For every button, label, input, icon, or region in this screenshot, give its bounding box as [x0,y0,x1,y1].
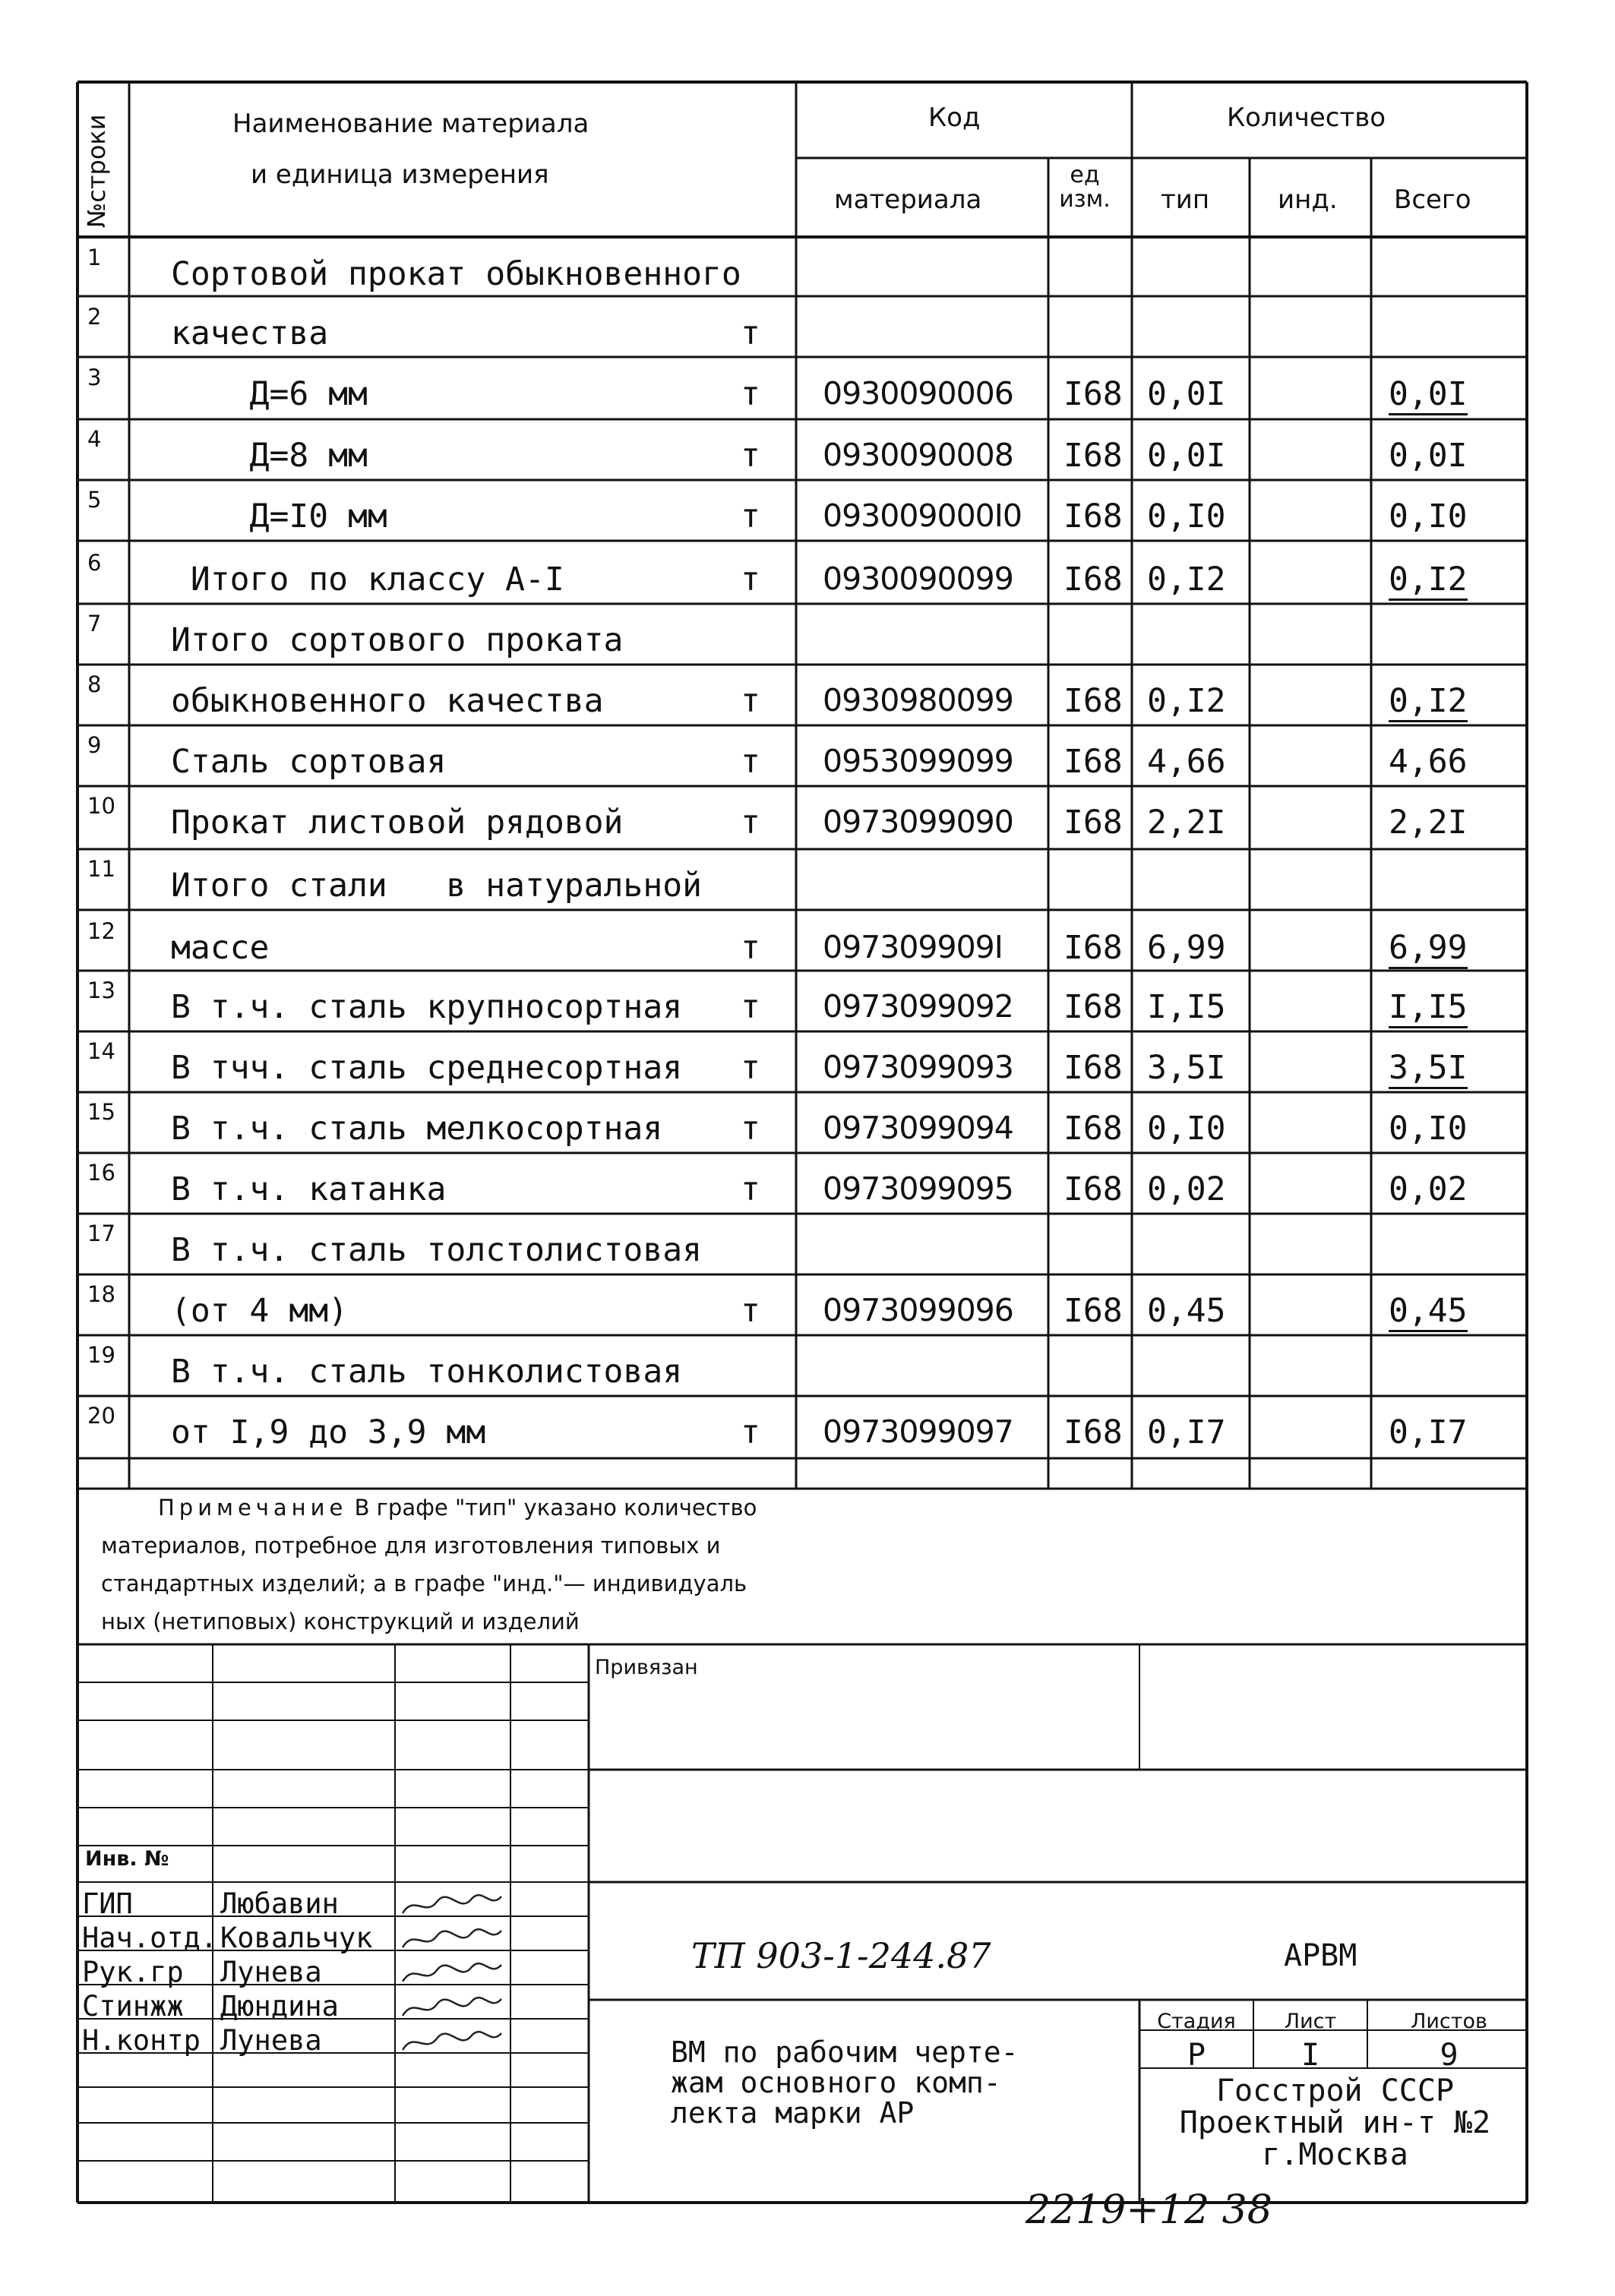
signature-scribble [399,1993,505,2023]
row-number: 10 [87,793,115,819]
row-material-name: (от 4 мм) [171,1292,348,1330]
note-line1 [158,1495,757,1521]
row-unit: т [741,1413,760,1451]
privyazan-label: Привязан [595,1656,698,1679]
row-qty-type: 0,I0 [1147,1110,1226,1148]
row-number: 17 [87,1221,115,1246]
row-number: 12 [87,918,115,944]
description-line1: ВМ по рабочим черте- [671,2035,1019,2069]
mark-code: АРВМ [1284,1938,1357,1973]
row-unit-code: I68 [1063,1110,1123,1148]
note-text-1: В графе "тип" указано количество [354,1495,757,1521]
note-lead: Примечание [158,1495,348,1521]
row-unit: т [741,682,760,720]
row-material-name: Д=8 мм [171,437,368,475]
row-number: 11 [87,856,115,882]
sheet-value: I [1301,2038,1320,2073]
row-material-code: 0973099093 [823,1049,1013,1085]
row-material-code: 097309909I [823,929,1003,965]
row-unit-code: I68 [1063,1413,1123,1451]
row-number: 16 [87,1160,115,1186]
row-material-name: Д=I0 мм [171,497,387,535]
signer-role: ГИП [82,1887,133,1920]
row-number: 4 [87,426,102,452]
row-unit: т [741,314,760,352]
row-qty-type: 0,0I [1147,375,1226,413]
row-material-code: 0973099097 [823,1413,1013,1450]
row-material-code: 093009000I0 [823,497,1022,534]
row-unit-code: I68 [1063,375,1123,413]
row-material-code: 0953099099 [823,743,1013,779]
row-material-code: 0930090006 [823,375,1013,412]
row-qty-type: 6,99 [1147,929,1226,967]
row-material-name: Д=6 мм [171,375,368,413]
description-line3: лекта марки АР [671,2096,915,2130]
row-unit-code: I68 [1063,682,1123,720]
row-qty-total: 0,0I [1389,437,1468,475]
signature-scribble [399,1890,505,1921]
row-number: 19 [87,1342,115,1368]
note-line2: материалов, потребное для изготовления типовых и [101,1533,721,1559]
row-material-code: 0973099096 [823,1292,1013,1328]
row-unit: т [741,1170,760,1208]
stage-value: Р [1187,2038,1206,2073]
signer-name: Лунева [220,1956,322,1988]
row-number: 6 [87,550,102,576]
row-unit-code: I68 [1063,988,1123,1026]
row-number: 15 [87,1099,115,1125]
row-qty-type: I,I5 [1147,988,1226,1026]
row-material-code: 0973099092 [823,988,1013,1025]
row-number: 20 [87,1403,115,1429]
org-line2: Проектный ин-т №2 [1179,2105,1491,2140]
doc-code-text: ТП 903-1-244.87 [691,1935,991,1976]
doc-code [691,1935,991,1976]
row-number-header: №строки [82,114,111,228]
row-material-name: В т.ч. сталь толстолистовая [171,1231,702,1269]
row-unit: т [741,497,760,535]
row-material-name: Итого стали в натуральной [171,867,702,905]
row-qty-type: 0,I2 [1147,561,1226,598]
row-material-name: Сортовой прокат обыкновенного [171,255,741,293]
row-unit: т [741,1049,760,1087]
row-material-name: обыкновенного качества [171,682,604,720]
row-material-code: 0930980099 [823,682,1013,718]
signature-scribble [399,1925,505,1955]
row-unit-code: I68 [1063,804,1123,842]
row-material-code: 0973099094 [823,1110,1013,1146]
row-material-name: В т.ч. катанка [171,1170,447,1208]
row-material-name: качества [171,314,329,352]
row-material-name: от I,9 до 3,9 мм [171,1413,486,1451]
ind-header: инд. [1278,185,1338,215]
row-unit: т [741,1292,760,1330]
row-material-code: 0973099090 [823,804,1013,840]
row-number: 8 [87,671,102,697]
signer-name: Ковальчук [220,1922,373,1954]
inv-label: Инв. № [85,1847,169,1871]
signer-role: Н.контр [82,2024,201,2057]
total-header: Всего [1394,185,1471,215]
row-number: 1 [87,245,102,270]
row-unit-code: I68 [1063,1049,1123,1087]
name-header-line1: Наименование материала [232,109,589,139]
name-header-line2: и единица измерения [251,159,549,190]
sheets-label: Листов [1411,2010,1487,2033]
row-qty-total: 0,I0 [1389,1110,1468,1148]
row-material-name: Прокат листовой рядовой [171,804,624,842]
row-qty-total: 0,I0 [1389,497,1468,535]
org-line1: Госстрой СССР [1215,2073,1455,2108]
row-material-name: В т.ч. сталь тонколистовая [171,1353,683,1391]
type-header: тип [1161,185,1210,215]
note-line4: ных (нетиповых) конструкций и изделий [101,1609,580,1634]
quantity-header: Количество [1227,103,1386,133]
row-number: 7 [87,611,102,636]
row-unit: т [741,804,760,842]
signer-role: Рук.гр [82,1956,184,1988]
material-header: материала [834,185,982,215]
org-line3: г.Москва [1262,2137,1408,2172]
row-unit-code: I68 [1063,497,1123,535]
row-qty-type: 4,66 [1147,743,1226,781]
row-number: 13 [87,977,115,1003]
row-unit-code: I68 [1063,1292,1123,1330]
unit-header-line1: ед [1070,162,1100,188]
row-number: 3 [87,365,102,390]
row-material-code: 0973099095 [823,1170,1013,1207]
unit-header-line2: изм. [1059,186,1111,213]
row-material-name: Сталь сортовая [171,743,447,781]
sheet-label: Лист [1284,2010,1337,2033]
row-qty-total: 0,02 [1389,1170,1468,1208]
signature-scribble [399,2027,505,2058]
row-unit: т [741,743,760,781]
sheets-value: 9 [1440,2038,1459,2073]
signer-name: Любавин [220,1887,339,1920]
row-qty-type: 0,I7 [1147,1413,1226,1451]
row-qty-type: 3,5I [1147,1049,1226,1087]
row-unit-code: I68 [1063,561,1123,598]
stage-label: Стадия [1157,2010,1236,2033]
signer-name: Дюндина [220,1990,339,2023]
row-qty-total: 4,66 [1389,743,1468,781]
row-qty-type: 0,45 [1147,1292,1226,1330]
unit-header [1047,163,1123,212]
row-unit: т [741,437,760,475]
row-qty-type: 0,02 [1147,1170,1226,1208]
row-material-code: 0930090099 [823,561,1013,597]
row-qty-total: I,I5 [1389,988,1468,1028]
row-unit: т [741,375,760,413]
row-qty-type: 0,I0 [1147,497,1226,535]
row-material-name: Итого по классу А-I [171,561,564,598]
row-material-name: Итого сортового проката [171,621,624,659]
row-material-code: 0930090008 [823,437,1013,473]
signer-role: Стинжж [82,1990,184,2023]
row-qty-total: 0,0I [1389,375,1468,415]
row-number: 14 [87,1038,115,1064]
row-qty-type: 0,0I [1147,437,1226,475]
row-number: 5 [87,487,102,513]
row-unit-code: I68 [1063,929,1123,967]
row-qty-type: 0,I2 [1147,682,1226,720]
description-line2: жам основного комп- [671,2066,1001,2099]
row-unit: т [741,988,760,1026]
row-unit-code: I68 [1063,743,1123,781]
row-unit: т [741,929,760,967]
signature-scribble [399,1959,505,1989]
row-unit: т [741,1110,760,1148]
row-qty-total: 0,45 [1389,1292,1468,1332]
row-qty-total: 2,2I [1389,804,1468,842]
stamp-number: 2219+12 38 [1026,2187,1272,2233]
row-material-name: В т.ч. сталь мелкосортная [171,1110,663,1148]
row-material-name: массе [171,929,270,967]
code-header: Код [928,103,981,133]
row-unit: т [741,561,760,598]
row-unit-code: I68 [1063,1170,1123,1208]
signer-name: Лунева [220,2024,322,2057]
row-qty-type: 2,2I [1147,804,1226,842]
signer-role: Нач.отд. [82,1922,218,1954]
row-material-name: В тчч. сталь среднесортная [171,1049,683,1087]
row-material-name: В т.ч. сталь крупносортная [171,988,683,1026]
row-qty-total: 0,I2 [1389,682,1468,722]
row-number: 2 [87,304,102,330]
row-qty-total: 3,5I [1389,1049,1468,1089]
row-number: 9 [87,732,102,758]
row-unit-code: I68 [1063,437,1123,475]
row-number: 18 [87,1281,115,1307]
row-qty-total: 0,I7 [1389,1413,1468,1451]
note-line3: стандартных изделий; а в графе "инд."— индивидуаль [101,1571,747,1596]
row-qty-total: 6,99 [1389,929,1468,969]
row-qty-total: 0,I2 [1389,561,1468,601]
